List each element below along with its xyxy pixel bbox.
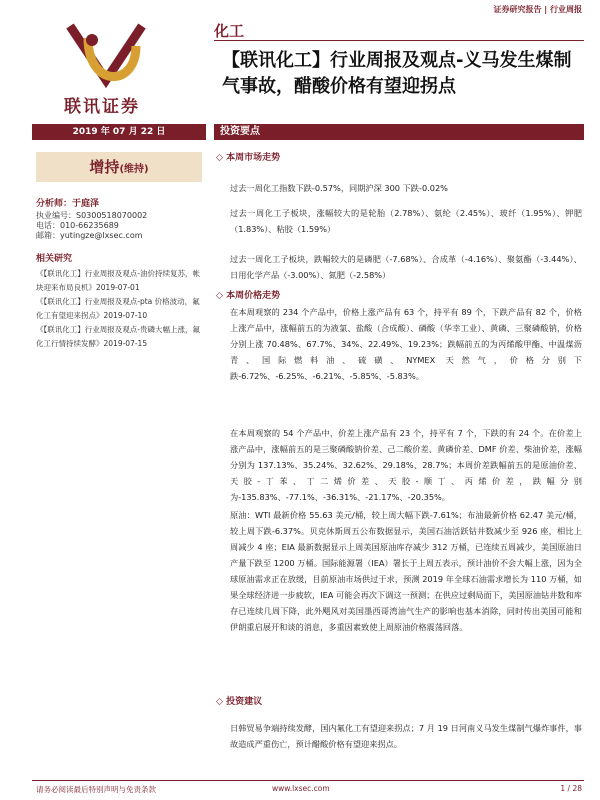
footer-divider xyxy=(32,780,584,781)
subheading-prices: ◇ 本周价格走势 xyxy=(216,291,281,301)
paragraph-crude-oil: 原油：WTI 最新价格 55.63 美元/桶，较上周大幅下跌-7.61%；布油最新价格 62.47 美元/桶，较上周下跌-6.37%。贝克休斯周五公布数据显示，美国石油活跃钻井数减少至 926 座，相比上周减少 4 座；EIA 最新数据显示上周美国原油库存减少 312 万桶，已连续五周减少，美国原油日产量下跌至 1200 万桶。国际能源署（IEA）署长于上周五表示，预计油价不会大幅上涨，因为全球原油需求正在放缓，目前原油市场供过于求，预测 2019 年全球石油需求增长为 110 万桶，如果全球经济进一步疲软，IEA 可能会再次下调这一预测；在供应过剩局面下，美国原油钻井数和库存已连续几周下降，此外飓风对美国墨西哥湾油气生产的影响也基本消除，同时传出美国可能和伊朗重启展开和谈的消息，多重因素致使上周原油价格震荡回落。 xyxy=(230,510,582,632)
page-number: 1 / 28 xyxy=(560,784,582,793)
related-item: 《【联讯化工】行业周报及观点-贵磷大幅上涨，氟化工行情持续发酵》2019-07-15 xyxy=(36,325,200,348)
rating-box xyxy=(36,152,202,182)
paragraph-index: 过去一周化工指数下跌-0.57%，同期沪深 300 下跌-0.02% xyxy=(230,183,448,193)
section-header-investment-points: 投资要点 xyxy=(214,124,584,140)
related-item: 《【联讯化工】行业周报及观点-pta 价格波动，氟化工有望迎来拐点》2019-07-10 xyxy=(36,297,200,320)
analyst-phone: 电话：010-66235689 xyxy=(36,221,119,230)
paragraph-prices: 在本周观察的 234 个产品中，价格上涨产品有 63 个，持平有 89 个，下跌产品有 82 个，价格上涨产品中，涨幅前五的为液氯、盐酸（合成酸）、磷酸（华幸工业）、黄磷、三聚磷酸钠，价格分别上涨 70.48%、67.7%、34%、22.49%、19.23%；跌幅前五的为丙烯酸甲酯、中温煤沥青、国际燃料油、硫磺、NYMEX 天然气，价格分别下跌-6.72%、-6.25%、-6.21%、-5.85%、-5.83%。 xyxy=(230,307,582,381)
analyst-name: 分析师：于庭泽 xyxy=(36,199,100,209)
sidebar xyxy=(36,196,204,351)
subheading-market: ◇ 本周市场走势 xyxy=(216,153,281,163)
sector-label: 化工 xyxy=(214,22,245,40)
report-type-tag: 证券研究报告 | 行业周报 xyxy=(493,5,582,14)
report-date: 2019 年 07 月 22 日 xyxy=(32,124,206,140)
report-title: 【联讯化工】行业周报及观点-义马发生煤制气事故，醋酸价格有望迎拐点 xyxy=(222,50,572,97)
analyst-cert: 执业编号：S0300518070002 xyxy=(36,211,148,220)
related-item: 《【联讯化工】行业周报及观点-油价持续复苏，帐块迎来布局良机》2019-07-01 xyxy=(36,269,200,292)
related-research-title: 相关研究 xyxy=(36,254,73,264)
analyst-email: 邮箱：yutingze@lxsec.com xyxy=(36,231,143,240)
footer-website[interactable]: www.lxsec.com xyxy=(272,784,330,793)
rating-main: 增持 xyxy=(89,158,120,176)
sector-divider xyxy=(214,40,584,41)
subheading-advice: ◇ 投资建议 xyxy=(216,697,263,707)
paragraph-advice: 日韩贸易争端持续发酵，国内氟化工有望迎来拐点；7 月 19 日河南义马发生煤制气爆炸事件，事故造成严重伤亡，预计醋酸价格有望迎来拐点。 xyxy=(230,723,582,749)
brand-name: 联讯证券 xyxy=(64,97,140,117)
paragraph-gainers: 过去一周化工子板块，涨幅较大的是轮胎（2.78%）、氨纶（2.45%）、玻纤（1.95%）、钾肥（1.83%）、粘胶（1.59%） xyxy=(230,208,582,234)
paragraph-losers: 过去一周化工子板块，跌幅较大的是磷肥（-7.68%）、合成革（-4.16%）、聚氨酯（-3.44%）、日用化学产品（-3.00%）、氮肥（-2.58%） xyxy=(230,254,582,280)
footer-disclaimer: 请务必阅读最后特别声明与免责条款 xyxy=(36,785,156,794)
rating-note: (维持) xyxy=(119,164,149,175)
paragraph-spreads: 在本周观察的 54 个产品中，价差上涨产品有 23 个，持平有 7 个，下跌的有 24 个。在价差上涨产品中，涨幅前五的是三聚磷酸钠价差、己二酸价差、黄磷价差、DMF 价差、柴油价差，涨幅分别为 137.13%、35.24%、32.62%、29.18%、28.7%；本周价差跌幅前五的是原油价差、天胶-丁苯、丁二烯价差、天胶-顺丁、丙烯价差，跌幅分别为-135.83%、-77.1%、-36.31%、-21.17%、-20.35%。 xyxy=(230,428,582,502)
